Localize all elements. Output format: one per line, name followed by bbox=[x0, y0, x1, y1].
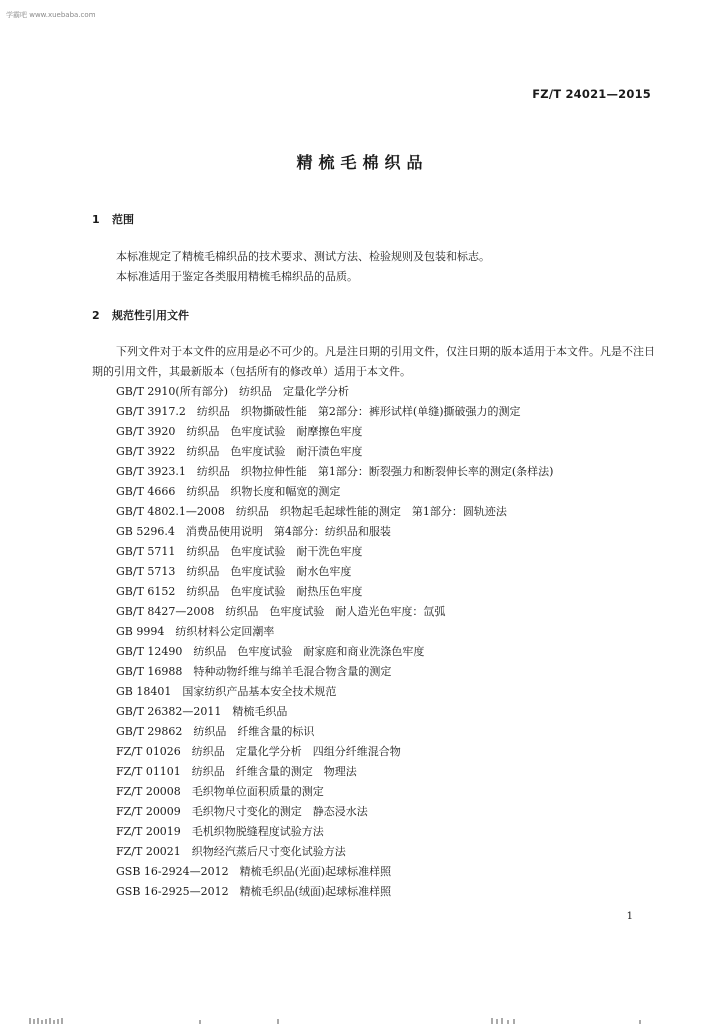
section-number: 2 bbox=[92, 309, 100, 322]
page-number: 1 bbox=[626, 911, 633, 922]
document-title: 精梳毛棉织品 bbox=[296, 153, 429, 172]
scope-paragraph-2: 本标准适用于鉴定各类服用精梳毛棉织品的品质。 bbox=[116, 270, 358, 283]
reference-item: FZ/T 01101 纺织品 纤维含量的测定 物理法 bbox=[116, 765, 357, 778]
reference-item: FZ/T 20019 毛机织物脱缝程度试验方法 bbox=[116, 825, 324, 838]
reference-item: GB/T 26382—2011 精梳毛织品 bbox=[116, 705, 288, 718]
reference-item: GB/T 5711 纺织品 色牢度试验 耐干洗色牢度 bbox=[116, 545, 363, 558]
reference-item: FZ/T 20009 毛织物尺寸变化的测定 静态浸水法 bbox=[116, 805, 368, 818]
reference-item: GB/T 29862 纺织品 纤维含量的标识 bbox=[116, 725, 315, 738]
reference-item: GB/T 4802.1—2008 纺织品 织物起毛起球性能的测定 第1部分：圆轨迹法 bbox=[116, 505, 507, 518]
section-title: 规范性引用文件 bbox=[112, 309, 189, 322]
reference-list bbox=[116, 382, 553, 902]
reference-item: GB/T 12490 纺织品 色牢度试验 耐家庭和商业洗涤色牢度 bbox=[116, 645, 425, 658]
reference-item: GB/T 6152 纺织品 色牢度试验 耐热压色牢度 bbox=[116, 585, 363, 598]
reference-item: GB/T 3923.1 纺织品 织物拉伸性能 第1部分：断裂强力和断裂伸长率的测定(条样法) bbox=[116, 465, 554, 478]
reference-item: GB/T 3920 纺织品 色牢度试验 耐摩擦色牢度 bbox=[116, 425, 363, 438]
reference-item: GB 9994 纺织材料公定回潮率 bbox=[116, 625, 275, 638]
reference-item: GB/T 4666 纺织品 织物长度和幅宽的测定 bbox=[116, 485, 341, 498]
scan-artifact-marks bbox=[0, 1014, 725, 1024]
reference-item: GB/T 2910(所有部分) 纺织品 定量化学分析 bbox=[116, 385, 349, 398]
reference-item: FZ/T 20021 织物经汽蒸后尺寸变化试验方法 bbox=[116, 845, 346, 858]
reference-item: GB/T 3917.2 纺织品 织物撕破性能 第2部分：裤形试样(单缝)撕破强力的测定 bbox=[116, 405, 521, 418]
reference-item: GB 18401 国家纺织产品基本安全技术规范 bbox=[116, 685, 337, 698]
section-number: 1 bbox=[92, 213, 100, 226]
section-heading-scope bbox=[92, 211, 134, 227]
section-heading-normative bbox=[92, 307, 189, 323]
reference-item: GB/T 3922 纺织品 色牢度试验 耐汗渍色牢度 bbox=[116, 445, 363, 458]
reference-item: GB/T 16988 特种动物纤维与绵羊毛混合物含量的测定 bbox=[116, 665, 392, 678]
watermark: 学霸吧 www.xuebaba.com bbox=[6, 11, 96, 19]
reference-item: GB/T 8427—2008 纺织品 色牢度试验 耐人造光色牢度：氙弧 bbox=[116, 605, 446, 618]
reference-item: GB/T 5713 纺织品 色牢度试验 耐水色牢度 bbox=[116, 565, 352, 578]
standard-code: FZ/T 24021—2015 bbox=[532, 87, 651, 101]
reference-item: GSB 16-2924—2012 精梳毛织品(光面)起球标准样照 bbox=[116, 865, 392, 878]
normative-intro: 下列文件对于本文件的应用是必不可少的。凡是注日期的引用文件，仅注日期的版本适用于本文件。凡是不注日期的引用文件，其最新版本（包括所有的修改单）适用于本文件。 bbox=[92, 345, 655, 378]
reference-item: FZ/T 20008 毛织物单位面积质量的测定 bbox=[116, 785, 324, 798]
section-title: 范围 bbox=[112, 213, 134, 226]
reference-item: GB 5296.4 消费品使用说明 第4部分：纺织品和服装 bbox=[116, 525, 391, 538]
reference-item: FZ/T 01026 纺织品 定量化学分析 四组分纤维混合物 bbox=[116, 745, 401, 758]
reference-item: GSB 16-2925—2012 精梳毛织品(绒面)起球标准样照 bbox=[116, 885, 392, 898]
scope-paragraph-1: 本标准规定了精梳毛棉织品的技术要求、测试方法、检验规则及包装和标志。 bbox=[116, 250, 490, 263]
